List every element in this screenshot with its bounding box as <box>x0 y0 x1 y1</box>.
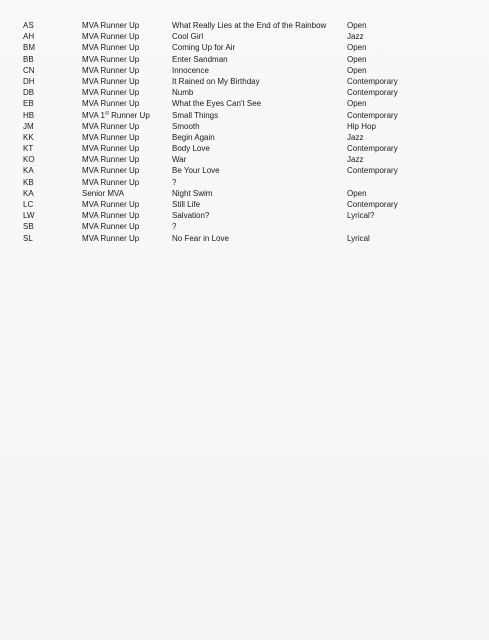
cell-category: Jazz <box>347 155 364 165</box>
cell-initials: KB <box>23 177 34 187</box>
cell-category: Contemporary <box>347 144 398 154</box>
cell-category: Open <box>347 43 367 53</box>
cell-category: Hip Hop <box>347 121 376 131</box>
cell-category: Lyrical? <box>347 211 375 221</box>
cell-title: Smooth <box>172 121 200 131</box>
cell-title: Small Things <box>172 110 219 120</box>
cell-title: Enter Sandman <box>172 54 228 64</box>
cell-title: Coming Up for Air <box>172 43 236 53</box>
cell-award: MVA Runner Up <box>82 65 140 75</box>
cell-award: MVA Runner Up <box>82 211 140 221</box>
cell-initials: KK <box>23 132 34 142</box>
cell-category: Contemporary <box>347 110 398 120</box>
cell-initials: LC <box>23 200 34 209</box>
cell-category: Contemporary <box>347 76 398 86</box>
cell-title: Night Swim <box>172 188 213 198</box>
cell-title: ? <box>172 222 177 232</box>
cell-title: Be Your Love <box>172 166 220 176</box>
cell-category: Lyrical <box>347 233 370 243</box>
cell-category: Open <box>347 65 367 75</box>
cell-title: It Rained on My Birthday <box>172 76 260 86</box>
cell-title: Still Life <box>172 200 201 209</box>
cell-initials: KO <box>23 155 35 165</box>
cell-category: Jazz <box>347 132 364 142</box>
cell-title: What the Eyes Can't See <box>172 99 262 109</box>
cell-title: Cool Girl <box>172 32 204 42</box>
cell-initials: CN <box>23 65 35 75</box>
cell-initials: KA <box>23 188 34 198</box>
cell-award: MVA Runner Up <box>82 132 140 142</box>
cell-award: MVA Runner Up <box>82 200 140 209</box>
cell-category: Contemporary <box>347 166 398 176</box>
cell-category: Open <box>347 99 367 109</box>
cell-initials: KT <box>23 144 34 154</box>
cell-award: MVA Runner Up <box>82 43 140 53</box>
cell-award: MVA Runner Up <box>82 99 140 109</box>
cell-title: Numb <box>172 88 194 98</box>
cell-initials: BM <box>23 43 35 53</box>
cell-initials: LW <box>23 211 35 221</box>
cell-award: MVA Runner Up <box>82 155 140 165</box>
cell-initials: KA <box>23 166 34 176</box>
cell-initials: SL <box>23 233 33 243</box>
cell-award: MVA Runner Up <box>82 233 140 243</box>
cell-initials: DB <box>23 88 35 98</box>
cell-initials: BB <box>23 54 34 64</box>
cell-category: Open <box>347 21 367 30</box>
cell-category: Jazz <box>347 32 364 42</box>
cell-initials: AS <box>23 21 34 30</box>
cell-title: Salvation? <box>172 211 210 221</box>
cell-title: What Really Lies at the End of the Rainbow <box>172 21 327 30</box>
cell-initials: SB <box>23 222 34 232</box>
cell-award: MVA Runner Up <box>82 144 140 154</box>
cell-initials: EB <box>23 99 34 109</box>
cell-award: MVA Runner Up <box>82 222 140 232</box>
cell-initials: AH <box>23 32 35 42</box>
cell-initials: HB <box>23 110 35 120</box>
cell-category: Open <box>347 188 367 198</box>
cell-award: MVA Runner Up <box>82 32 140 42</box>
cell-title: No Fear in Love <box>172 233 229 243</box>
cell-title: Begin Again <box>172 132 215 142</box>
cell-award: MVA Runner Up <box>82 54 140 64</box>
cell-category: Contemporary <box>347 200 398 209</box>
cell-award: MVA Runner Up <box>82 88 140 98</box>
cell-award: MVA Runner Up <box>82 76 140 86</box>
cell-title: War <box>172 155 187 165</box>
cell-award: MVA Runner Up <box>82 121 140 131</box>
cell-award: MVA Runner Up <box>82 166 140 176</box>
cell-award: MVA Runner Up <box>82 21 140 30</box>
cell-title: Innocence <box>172 65 209 75</box>
cell-category: Open <box>347 54 367 64</box>
cell-award: MVA 1st Runner Up <box>82 109 150 120</box>
cell-title: ? <box>172 177 177 187</box>
cell-award: Senior MVA <box>82 188 125 198</box>
cell-title: Body Love <box>172 144 210 154</box>
cell-award: MVA Runner Up <box>82 177 140 187</box>
cell-initials: JM <box>23 121 34 131</box>
cell-category: Contemporary <box>347 88 398 98</box>
cell-initials: DH <box>23 76 35 86</box>
